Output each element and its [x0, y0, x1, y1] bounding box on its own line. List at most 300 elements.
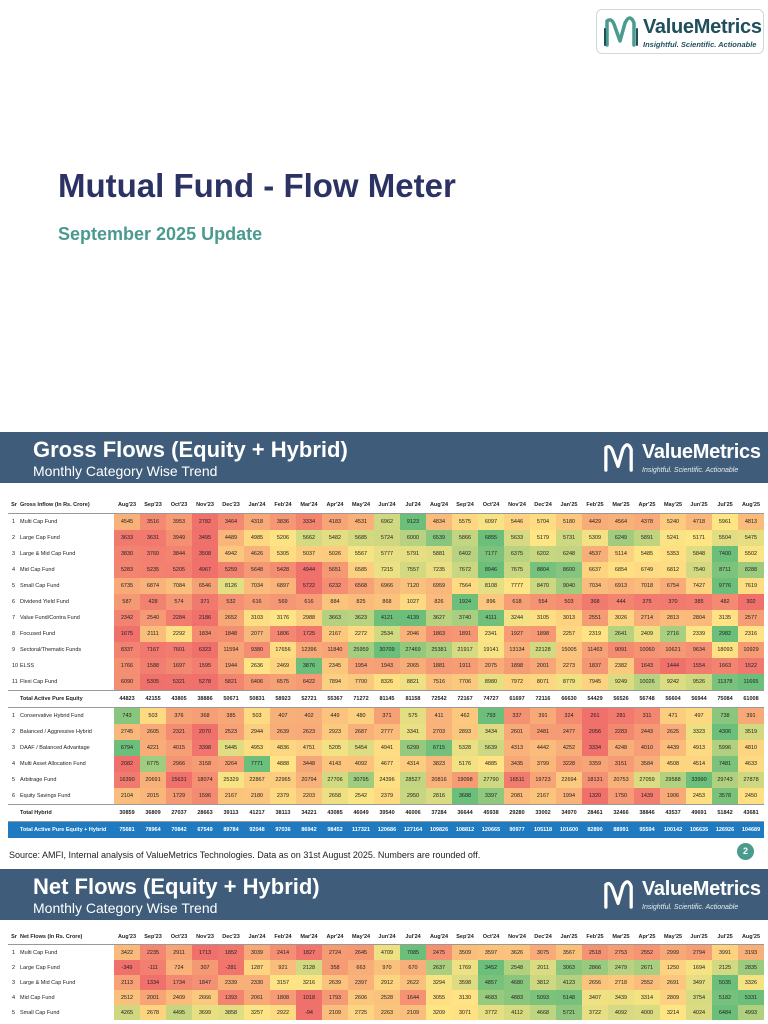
flow-value: 7167 [140, 642, 166, 658]
flow-value: 20691 [140, 772, 166, 788]
flow-value: 97036 [270, 822, 296, 839]
flow-value: 5662 [296, 530, 322, 546]
flow-value: 2180 [244, 788, 270, 805]
flow-value: 4439 [660, 740, 686, 756]
flow-value: 18131 [582, 772, 608, 788]
flow-value: 2753 [608, 945, 634, 961]
flow-value: 29588 [660, 772, 686, 788]
flow-value: 5504 [712, 530, 738, 546]
flow-value: 3740 [452, 610, 478, 626]
flow-value: 5148 [556, 990, 582, 1005]
flow-value: 2065 [400, 658, 426, 674]
flow-value: 4265 [114, 1005, 140, 1020]
sr-header: Sr [8, 929, 20, 945]
flow-value: 4633 [738, 756, 764, 772]
flow-value: 8470 [530, 578, 556, 594]
flow-value: 4306 [712, 724, 738, 740]
flow-value: 15631 [166, 772, 192, 788]
flow-value: 5321 [166, 674, 192, 691]
flow-value: 2666 [192, 990, 218, 1005]
flow-value: 4123 [556, 975, 582, 990]
flow-value: 29743 [712, 772, 738, 788]
flow-value: 2623 [296, 724, 322, 740]
flow-value: 5446 [504, 514, 530, 531]
month-header: Apr'25 [634, 929, 660, 945]
flow-value: 6000 [400, 530, 426, 546]
flow-value: 2636 [244, 658, 270, 674]
flow-value: 1881 [426, 658, 452, 674]
flow-value: 6812 [660, 562, 686, 578]
flow-value: 2339 [686, 626, 712, 642]
flow-value: 19141 [478, 642, 504, 658]
flow-value: 45938 [478, 805, 504, 822]
table-row [8, 530, 764, 546]
flow-value: 3244 [504, 610, 530, 626]
flow-value: 480 [348, 708, 374, 725]
flow-value: 1644 [400, 990, 426, 1005]
month-header: Nov'23 [192, 497, 218, 514]
flow-value: 28461 [582, 805, 608, 822]
flow-value: 2714 [634, 610, 660, 626]
flow-value: 391 [738, 708, 764, 725]
flow-value: 370 [660, 594, 686, 610]
flow-value: 1994 [556, 788, 582, 805]
flow-value: 1837 [582, 658, 608, 674]
flow-value: 18074 [192, 772, 218, 788]
row-category: Large Cap Fund [20, 964, 60, 971]
flow-value: 3567 [556, 945, 582, 961]
flow-value: 9634 [686, 642, 712, 658]
flow-value: 2257 [556, 626, 582, 642]
flow-value: 88991 [608, 822, 634, 839]
flow-value: 471 [660, 708, 686, 725]
flow-value: 30795 [348, 772, 374, 788]
flow-value: 2382 [608, 658, 634, 674]
table-row [8, 960, 764, 975]
flow-value: 7945 [582, 674, 608, 691]
flow-value: 3228 [556, 756, 582, 772]
flow-value: 3699 [192, 1005, 218, 1020]
flow-value: 4252 [556, 740, 582, 756]
flow-value: 575 [400, 708, 426, 725]
flow-value: 3314 [634, 990, 660, 1005]
flow-value: 6232 [322, 578, 348, 594]
flow-value: 2542 [348, 788, 374, 805]
flow-value: 6854 [608, 562, 634, 578]
flow-value: 2671 [634, 960, 660, 975]
flow-value: 78964 [140, 822, 166, 839]
flow-value: 7400 [712, 546, 738, 562]
flow-value: 5475 [738, 530, 764, 546]
flow-value: 4967 [192, 562, 218, 578]
flow-value: 462 [452, 708, 478, 725]
flow-value: 3130 [452, 990, 478, 1005]
flow-value: 3341 [400, 724, 426, 740]
row-sr [8, 805, 20, 822]
flow-value: 2409 [634, 626, 660, 642]
flow-value: 2167 [322, 626, 348, 642]
flow-value: 2070 [192, 724, 218, 740]
row-sr: 9 [12, 647, 16, 653]
flow-value: 4442 [530, 740, 556, 756]
flow-value: 7557 [400, 562, 426, 578]
flow-value: 27059 [634, 772, 660, 788]
flow-value: 6962 [374, 514, 400, 531]
flow-value: 2001 [140, 990, 166, 1005]
flow-value: 2109 [322, 1005, 348, 1020]
flow-value: 3836 [270, 514, 296, 531]
flow-value: 2443 [634, 724, 660, 740]
flow-value: 6897 [270, 578, 296, 594]
flow-value: 104689 [738, 822, 764, 839]
flow-value: 503 [140, 708, 166, 725]
flow-value: 8779 [556, 674, 582, 691]
net-flows-banner [0, 869, 768, 920]
flow-value: 9249 [608, 674, 634, 691]
flow-value: 1793 [322, 990, 348, 1005]
flow-value: 7085 [400, 945, 426, 961]
row-category: Multi Cap Fund [20, 519, 58, 525]
flow-value: 2111 [140, 626, 166, 642]
flow-value: 281 [608, 708, 634, 725]
flow-value: 4531 [348, 514, 374, 531]
table-row [8, 514, 764, 531]
flow-value: 19723 [530, 772, 556, 788]
flow-value: 5633 [504, 530, 530, 546]
table-row [8, 945, 764, 961]
flow-value: 2011 [530, 960, 556, 975]
flow-value: 29280 [504, 805, 530, 822]
flow-value: -111 [140, 960, 166, 975]
banner-logo [600, 877, 768, 917]
flow-value: 4993 [738, 1005, 764, 1020]
flow-value: 11463 [582, 642, 608, 658]
flow-value: 33990 [686, 772, 712, 788]
flow-value: 1924 [452, 594, 478, 610]
flow-value: 663 [348, 960, 374, 975]
flow-value: 5182 [712, 990, 738, 1005]
row-sr: 3 [12, 745, 16, 751]
flow-value: 2272 [348, 626, 374, 642]
flow-value: 2605 [140, 724, 166, 740]
table-row [8, 756, 764, 772]
month-header: Dec'24 [530, 929, 556, 945]
table-row [8, 546, 764, 562]
flow-value: 1287 [244, 960, 270, 975]
flow-value: 3452 [478, 960, 504, 975]
month-header: Jun'24 [374, 929, 400, 945]
flow-value: 2966 [166, 756, 192, 772]
flow-value: 2203 [296, 788, 322, 805]
flow-value: 3464 [218, 514, 244, 531]
flow-value: 3257 [244, 1005, 270, 1020]
flow-value: 3026 [608, 610, 634, 626]
flow-value: 1522 [738, 658, 764, 674]
month-header: Mar'24 [296, 929, 322, 945]
flow-value: 2658 [322, 788, 348, 805]
flow-value: 1675 [114, 626, 140, 642]
flow-value: 3598 [452, 975, 478, 990]
flow-value: 368 [192, 708, 218, 725]
flow-value: 4751 [296, 740, 322, 756]
flow-value: 43537 [660, 805, 686, 822]
flow-value: 89784 [218, 822, 244, 839]
row-category: ELSS [20, 663, 35, 669]
flow-value: 2125 [712, 960, 738, 975]
flow-value: 1444 [660, 658, 686, 674]
row-sr: 3 [12, 979, 16, 986]
flow-value: 7601 [166, 642, 192, 658]
flow-value: 385 [218, 708, 244, 725]
flow-value: 503 [556, 594, 582, 610]
flow-value: 5567 [348, 546, 374, 562]
flow-value: 11594 [218, 642, 244, 658]
table-header-row [8, 929, 764, 945]
flow-value: 5445 [218, 740, 244, 756]
month-header: Jan'24 [244, 929, 270, 945]
flow-value: 6749 [634, 562, 660, 578]
row-sr: 5 [12, 583, 16, 589]
month-header: Mar'24 [296, 497, 322, 514]
flow-value: 33002 [530, 805, 556, 822]
flow-value: 7034 [582, 578, 608, 594]
flow-value: 6539 [426, 530, 452, 546]
row-sr: 5 [12, 1009, 16, 1016]
flow-value: 896 [478, 594, 504, 610]
flow-value: 4112 [504, 1005, 530, 1020]
row-sr: 4 [12, 761, 16, 767]
flow-value: 3760 [140, 546, 166, 562]
flow-value: 724 [166, 960, 192, 975]
flow-value: 1596 [192, 788, 218, 805]
flow-value: 6406 [244, 674, 270, 691]
row-category: Small Cap Fund [20, 1009, 60, 1016]
flow-value: 75084 [712, 691, 738, 708]
flow-value: 3799 [530, 756, 556, 772]
flow-value: 4495 [166, 1005, 192, 1020]
flow-value: 4514 [686, 756, 712, 772]
flow-value: 5575 [452, 514, 478, 531]
flow-value: 2330 [244, 975, 270, 990]
flow-value: 4378 [634, 514, 660, 531]
flow-value: 38846 [634, 805, 660, 822]
flow-value: 4000 [634, 1005, 660, 1020]
flow-value: 109826 [426, 822, 452, 839]
flow-value: 5305 [140, 674, 166, 691]
flow-value: 1863 [426, 626, 452, 642]
flow-value: 2645 [348, 945, 374, 961]
month-header: Jan'25 [556, 929, 582, 945]
flow-value: 4813 [738, 514, 764, 531]
source-note: Source: AMFI, Internal analysis of ValueMetrics Technologies. Data as on 31st August 2025. Numbers are rounded off. [9, 850, 481, 860]
flow-value: 5704 [530, 514, 556, 531]
flow-value: 554 [530, 594, 556, 610]
flow-value: 1911 [452, 658, 478, 674]
month-header: Oct'23 [166, 497, 192, 514]
row-sr: 4 [12, 567, 16, 573]
flow-value: 100142 [660, 822, 686, 839]
flow-value: 1944 [218, 658, 244, 674]
flow-value: 22694 [556, 772, 582, 788]
row-sr: 7 [12, 615, 16, 621]
flow-value: 92048 [244, 822, 270, 839]
flow-value: 25329 [218, 772, 244, 788]
row-category: Dividend Yield Fund [20, 599, 69, 605]
flow-value: 2379 [374, 788, 400, 805]
flow-value: 8108 [478, 578, 504, 594]
flow-value: 1806 [270, 626, 296, 642]
flow-value: 61697 [504, 691, 530, 708]
flow-value: 19098 [452, 772, 478, 788]
flow-value: 5093 [530, 990, 556, 1005]
month-header: Jun'25 [686, 929, 712, 945]
flow-value: 1643 [634, 658, 660, 674]
flow-value: 9242 [660, 674, 686, 691]
flow-value: 2804 [686, 610, 712, 626]
flow-value: 4668 [530, 1005, 556, 1020]
table-row [8, 562, 764, 578]
flow-value: 7034 [244, 578, 270, 594]
flow-value: 28527 [400, 772, 426, 788]
flow-value: 4944 [296, 562, 322, 578]
flow-value: 3578 [712, 788, 738, 805]
flow-value: 7972 [504, 674, 530, 691]
flow-value: 3448 [296, 756, 322, 772]
flow-value: 3398 [192, 740, 218, 756]
flow-value: 5848 [686, 546, 712, 562]
page-subtitle: September 2025 Update [58, 224, 263, 244]
month-header: Jul'25 [712, 929, 738, 945]
flow-value: 2056 [582, 724, 608, 740]
flow-value: 3294 [426, 975, 452, 990]
flow-value: 2923 [322, 724, 348, 740]
flow-value: 4143 [322, 756, 348, 772]
flow-value: 503 [244, 708, 270, 725]
flow-value: 52721 [296, 691, 322, 708]
month-header: Sep'24 [452, 497, 478, 514]
flow-value: 5648 [244, 562, 270, 578]
flow-value: 2528 [374, 990, 400, 1005]
flow-value: 7540 [686, 562, 712, 578]
flow-value: 3151 [608, 756, 634, 772]
flow-value: 3858 [218, 1005, 244, 1020]
flow-value: 6568 [348, 578, 374, 594]
month-header: Apr'25 [634, 497, 660, 514]
flow-value: 368 [582, 594, 608, 610]
flow-value: 8071 [530, 674, 556, 691]
flow-value: 6546 [192, 578, 218, 594]
flow-value: 7675 [504, 562, 530, 578]
row-category: Arbitrage Fund [20, 777, 57, 783]
flow-value: 6202 [530, 546, 556, 562]
flow-value: 43085 [322, 805, 348, 822]
row-sr: 8 [12, 631, 16, 637]
flow-value: 3991 [712, 945, 738, 961]
flow-value: 8600 [556, 562, 582, 578]
row-sr: 3 [12, 551, 16, 557]
flow-value: 2082 [114, 756, 140, 772]
flow-value: 6754 [660, 578, 686, 594]
month-header: Jul'24 [400, 929, 426, 945]
flow-value: 3216 [296, 975, 322, 990]
net-flows-table [8, 929, 764, 1020]
flow-value: 1334 [140, 975, 166, 990]
row-category: Balanced / Aggressive Hybrid [20, 729, 92, 735]
row-category: Mid Cap Fund [20, 567, 55, 573]
flow-value: 616 [244, 594, 270, 610]
flow-value: 2481 [530, 724, 556, 740]
flow-value: 7700 [348, 674, 374, 691]
flow-value: 2316 [738, 626, 764, 642]
table-row [8, 990, 764, 1005]
flow-value: 307 [192, 960, 218, 975]
flow-value: 1393 [218, 990, 244, 1005]
month-header: May'24 [348, 929, 374, 945]
flow-value: 6422 [296, 674, 322, 691]
month-header: Feb'24 [270, 929, 296, 945]
flow-value: 75681 [114, 822, 140, 839]
flow-value: 4913 [686, 740, 712, 756]
flow-value: 3158 [192, 756, 218, 772]
flow-value: 2477 [556, 724, 582, 740]
flow-value: 9091 [608, 642, 634, 658]
flow-value: 5722 [296, 578, 322, 594]
flow-value: 3509 [452, 945, 478, 961]
month-header: Sep'23 [140, 497, 166, 514]
flow-value: 497 [686, 708, 712, 725]
flow-value: 4834 [426, 514, 452, 531]
flow-value: 2637 [426, 960, 452, 975]
flow-value: 6735 [114, 578, 140, 594]
flow-value: 4248 [608, 740, 634, 756]
flow-value: 5037 [296, 546, 322, 562]
flow-value: 1927 [504, 626, 530, 642]
flow-value: 5205 [166, 562, 192, 578]
flow-value: 98452 [322, 822, 348, 839]
row-category: Equity Savings Fund [20, 793, 71, 799]
row-category: DAAF / Balanced Advantage [20, 745, 90, 751]
flow-value: 3626 [504, 945, 530, 961]
month-header: Apr'24 [322, 929, 348, 945]
flow-value: 371 [374, 708, 400, 725]
month-header: Apr'24 [322, 497, 348, 514]
flow-value: 825 [348, 594, 374, 610]
flow-value: 4857 [478, 975, 504, 990]
flow-value: 101600 [556, 822, 582, 839]
month-header: Feb'25 [582, 929, 608, 945]
flow-value: 5881 [426, 546, 452, 562]
flow-value: 11840 [322, 642, 348, 658]
flow-value: 2345 [322, 658, 348, 674]
flow-value: 7516 [426, 674, 452, 691]
flow-value: 6913 [608, 578, 634, 594]
flow-value: 117321 [348, 822, 374, 839]
flow-value: 407 [270, 708, 296, 725]
flow-value: 1766 [114, 658, 140, 674]
month-header: Oct'24 [478, 497, 504, 514]
gross-flows-title: Gross Flows (Equity + Hybrid) [33, 437, 348, 462]
flow-value: 1750 [608, 788, 634, 805]
flow-value: 49691 [686, 805, 712, 822]
flow-value: 1852 [218, 945, 244, 961]
month-header: Feb'24 [270, 497, 296, 514]
sr-header: Sr [8, 497, 20, 514]
row-sr: 10 [12, 663, 19, 669]
flow-value: 311 [634, 708, 660, 725]
banner-brand-name: ValueMetrics [642, 441, 761, 463]
flow-value: 2691 [660, 975, 686, 990]
flow-value: 20753 [608, 772, 634, 788]
